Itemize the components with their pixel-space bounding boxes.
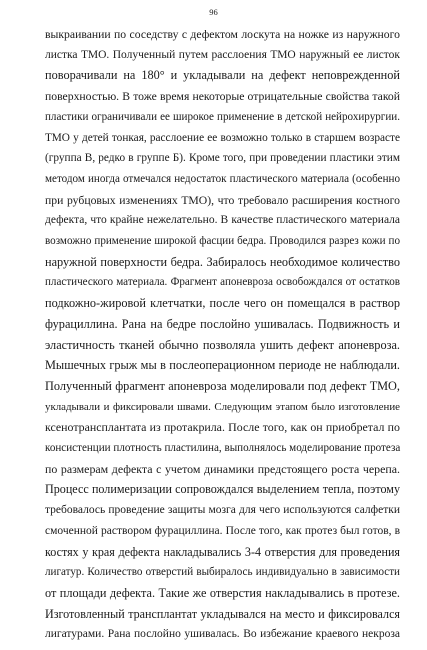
text-line: Полученный фрагмент апоневроза моделировали под дефект ТМО, [45, 378, 400, 393]
text-line: подкожно-жировой клетчатки, после чего он помещался в раствор [45, 296, 400, 311]
text-line: листка ТМО. Полученный путем расслоения ТМО наружный ее листок [45, 48, 400, 61]
text-line: поворачивали на 180° и укладывали на дефект неповрежденной [45, 68, 400, 83]
text-line: Мышечных грыж мы в послеоперационном периоде не наблюдали. [45, 358, 400, 373]
text-line: лигатурами. Рана послойно ушивалась. Во избежание краевого некроза [45, 628, 400, 641]
text-line: ТМО у детей тонкая, расслоение ее возможно только в старшем возрасте [45, 131, 400, 144]
text-line: пластического материала. Фрагмент апоневроза освобождался от остатков [45, 276, 400, 289]
text-line: консистенции плотность пластилина, выполнялось моделирование протеза [45, 442, 401, 454]
text-line: дефекта, что крайне нежелательно. В качестве пластического материала [45, 214, 400, 227]
text-line: от площади дефекта. Такие же отверстия накладывались в протезе. [45, 585, 400, 600]
text-line: возможно применение широкой фасции бедра. Проводился разрез кожи по [45, 235, 400, 247]
text-line: по размерам дефекта с учетом динамики предстоящего роста черепа. [45, 461, 400, 476]
page-number: 96 [209, 7, 218, 17]
text-line: укладывали и фиксировали швами. Следующим этапом было изготовление [45, 400, 400, 413]
text-line: методом иногда отмечался недостаток пластического материала (особенно [45, 172, 400, 185]
text-line: наружной поверхности бедра. Забиралось необходимое количество [45, 254, 400, 269]
text-line: выкраивании по соседству с дефектом лоскута на ножке из наружного [45, 28, 400, 41]
text-line: эластичность тканей обычно позволяла ушить дефект апоневроза. [45, 337, 400, 352]
text-line: ксенотрансплантата из протакрила. После того, как он приобретал по [45, 420, 400, 435]
text-line: требовалось проведение защиты мозга для чего используются салфетки [45, 504, 400, 517]
text-line: смоченной раствором фурациллина. После того, как протез был готов, в [45, 524, 400, 537]
text-line: лигатур. Количество отверстий выбиралось индивидуально в зависимости [45, 566, 400, 579]
text-line: костях у края дефекта накладывались 3-4 отверстия для проведения [45, 544, 400, 559]
text-line: при рубцовых изменениях ТМО), что требовало расширения костного [45, 193, 400, 207]
text-line: (группа В, редко в группе Б). Кроме того, при проведении пластики этим [45, 152, 400, 165]
text-line: фурациллина. Рана на бедре послойно ушивалась. Подвижность и [45, 316, 400, 331]
text-line: пластики ограничивали ее широкое применение в детской нейрохирургии. [45, 110, 400, 123]
text-line: поверхностью. В тоже время некоторые отрицательные свойства такой [45, 90, 400, 104]
text-line: Изготовленный трансплантат укладывался на место и фиксировался [45, 606, 400, 621]
text-line: Процесс полимеризации сопровождался выделением тепла, поэтому [45, 482, 400, 497]
